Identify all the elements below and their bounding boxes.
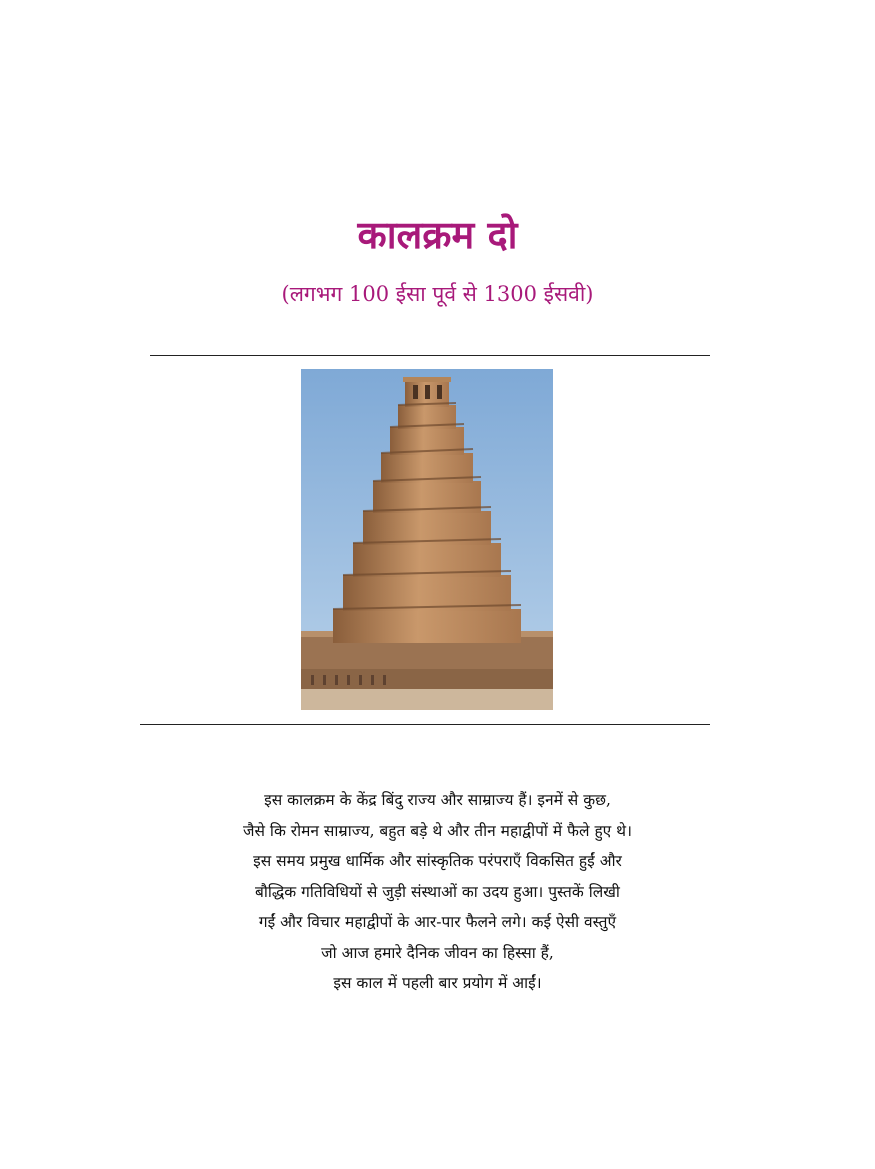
paragraph-line: इस कालक्रम के केंद्र बिंदु राज्य और साम्राज्य हैं। इनमें से कुछ, (264, 791, 611, 809)
spiral-minaret-icon (301, 369, 553, 710)
paragraph-line: जैसे कि रोमन साम्राज्य, बहुत बड़े थे और तीन महाद्वीपों में फैले हुए थे। (243, 821, 632, 840)
paragraph-line: बौद्धिक गतिविधियों से जुड़ी संस्थाओं का उदय हुआ। पुस्तकें लिखी (255, 882, 620, 901)
bottom-divider (140, 724, 710, 725)
top-divider (150, 355, 710, 356)
paragraph-line: गईं और विचार महाद्वीपों के आर-पार फैलने लगे। कई ऐसी वस्तुएँ (258, 913, 617, 931)
paragraph-line: जो आज हमारे दैनिक जीवन का हिस्सा हैं, (321, 943, 554, 962)
spiral-minaret-photo (301, 369, 553, 710)
intro-paragraph (140, 785, 735, 999)
page-subtitle: (लगभग 100 ईसा पूर्व से 1300 ईसवी) (281, 282, 594, 306)
paragraph-line: इस काल में पहली बार प्रयोग में आईं। (333, 974, 542, 992)
page-title: कालक्रम दो (357, 212, 518, 257)
paragraph-line: इस समय प्रमुख धार्मिक और सांस्कृतिक परंपराएँ विकसित हुईं और (253, 852, 622, 870)
